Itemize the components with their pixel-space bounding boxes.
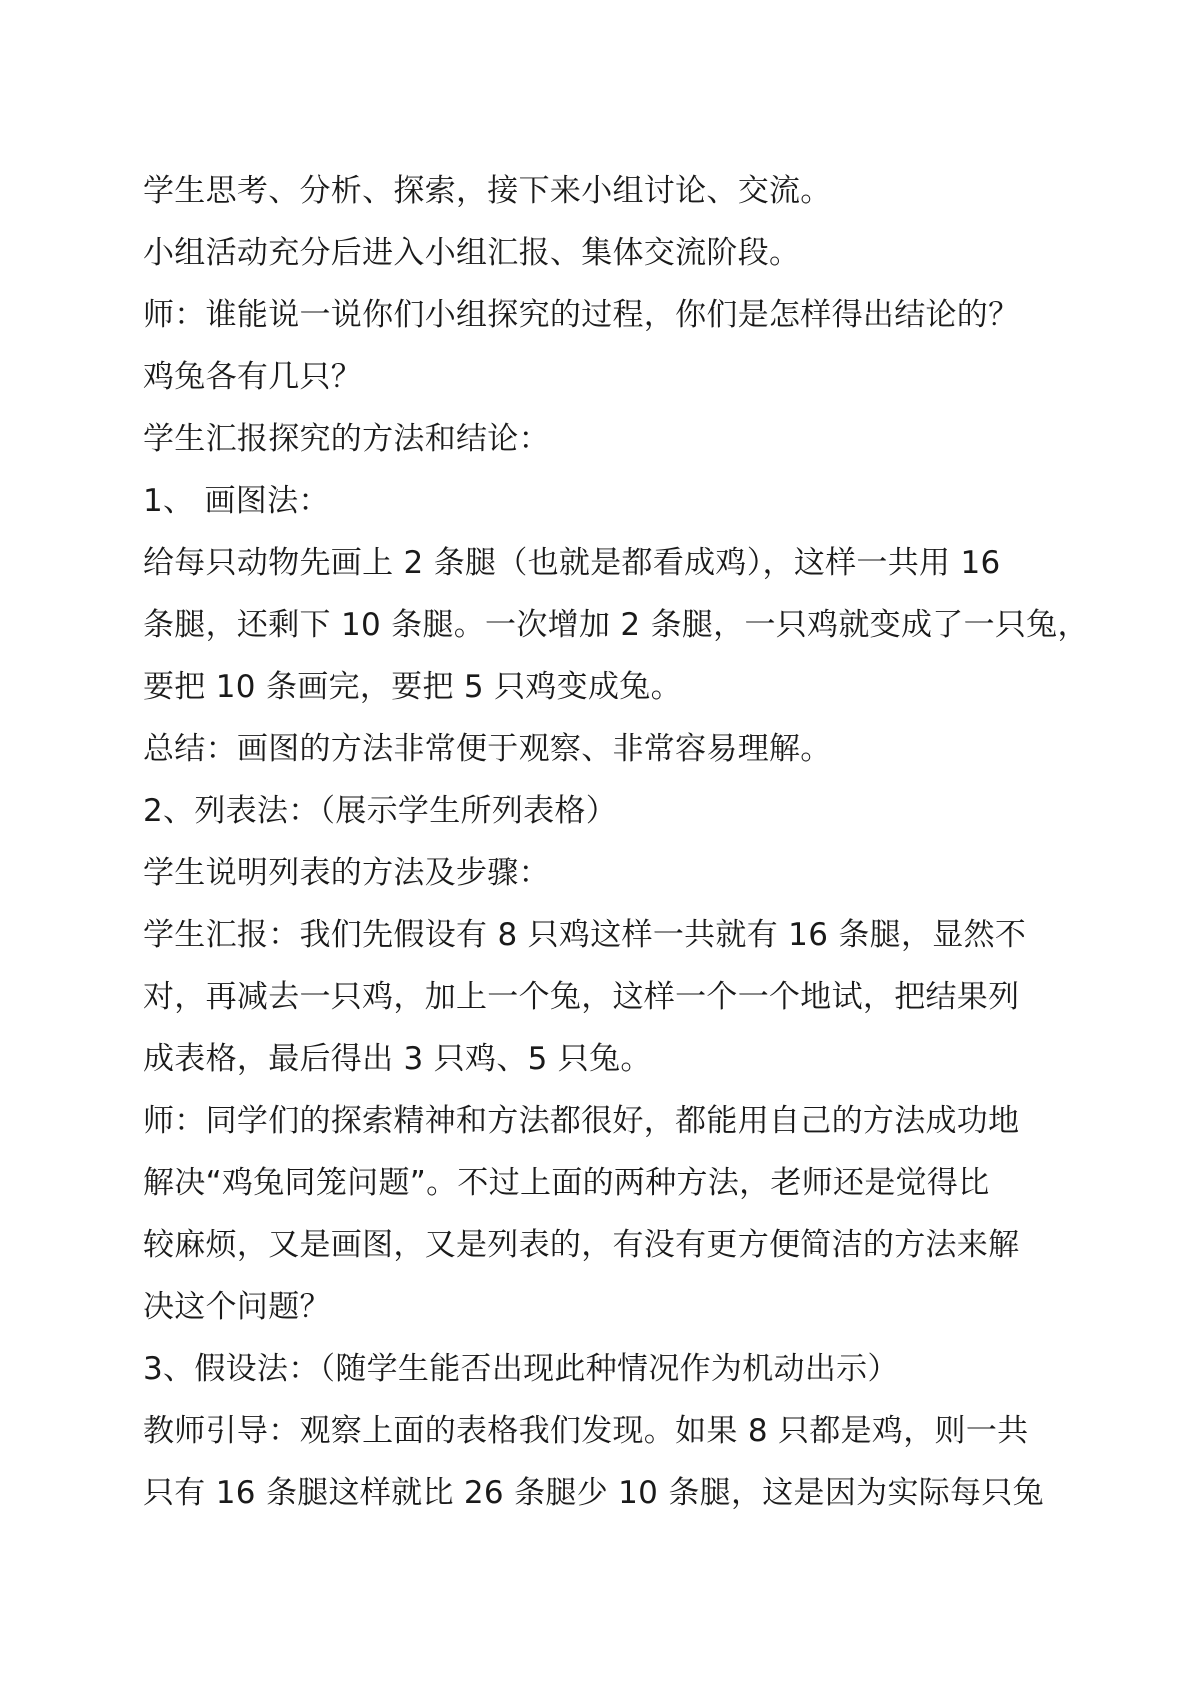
- text-line-18: 较麻烦，又是画图，又是列表的，有没有更方便简洁的方法来解: [143, 1227, 1020, 1263]
- text-line-17: 解决“鸡兔同笼问题”。不过上面的两种方法，老师还是觉得比: [143, 1165, 990, 1201]
- text-line-2: 小组活动充分后进入小组汇报、集体交流阶段。: [143, 235, 801, 271]
- text-line-11: 2、列表法：（展示学生所列表格）: [143, 793, 618, 829]
- text-line-22: 只有 16 条腿这样就比 26 条腿少 10 条腿，这是因为实际每只兔: [143, 1475, 1044, 1511]
- text-line-16: 师：同学们的探索精神和方法都很好，都能用自己的方法成功地: [143, 1103, 1020, 1139]
- text-line-7: 给每只动物先画上 2 条腿（也就是都看成鸡），这样一共用 16: [143, 545, 1001, 581]
- text-line-12: 学生说明列表的方法及步骤：: [143, 855, 550, 891]
- text-line-13: 学生汇报：我们先假设有 8 只鸡这样一共就有 16 条腿，显然不: [143, 917, 1027, 953]
- text-line-4: 鸡兔各有几只？: [143, 359, 363, 395]
- text-line-9: 要把 10 条画完，要把 5 只鸡变成兔。: [143, 669, 682, 705]
- text-line-20: 3、假设法：（随学生能否出现此种情况作为机动出示）: [143, 1351, 899, 1387]
- text-line-6: 1、 画图法：: [143, 483, 330, 519]
- text-line-15: 成表格，最后得出 3 只鸡、5 只兔。: [143, 1041, 652, 1077]
- document-body: [143, 160, 1089, 1524]
- text-line-14: 对，再减去一只鸡，加上一个兔，这样一个一个地试，把结果列: [143, 979, 1020, 1015]
- text-line-19: 决这个问题？: [143, 1289, 331, 1325]
- text-line-21: 教师引导：观察上面的表格我们发现。如果 8 只都是鸡，则一共: [143, 1413, 1029, 1449]
- text-line-10: 总结：画图的方法非常便于观察、非常容易理解。: [143, 731, 832, 767]
- text-line-3: 师：谁能说一说你们小组探究的过程，你们是怎样得出结论的？: [143, 297, 1020, 333]
- text-line-5: 学生汇报探究的方法和结论：: [143, 421, 550, 457]
- text-line-8: 条腿，还剩下 10 条腿。一次增加 2 条腿，一只鸡就变成了一只兔，: [143, 607, 1089, 643]
- text-line-1: 学生思考、分析、探索，接下来小组讨论、交流。: [143, 173, 832, 209]
